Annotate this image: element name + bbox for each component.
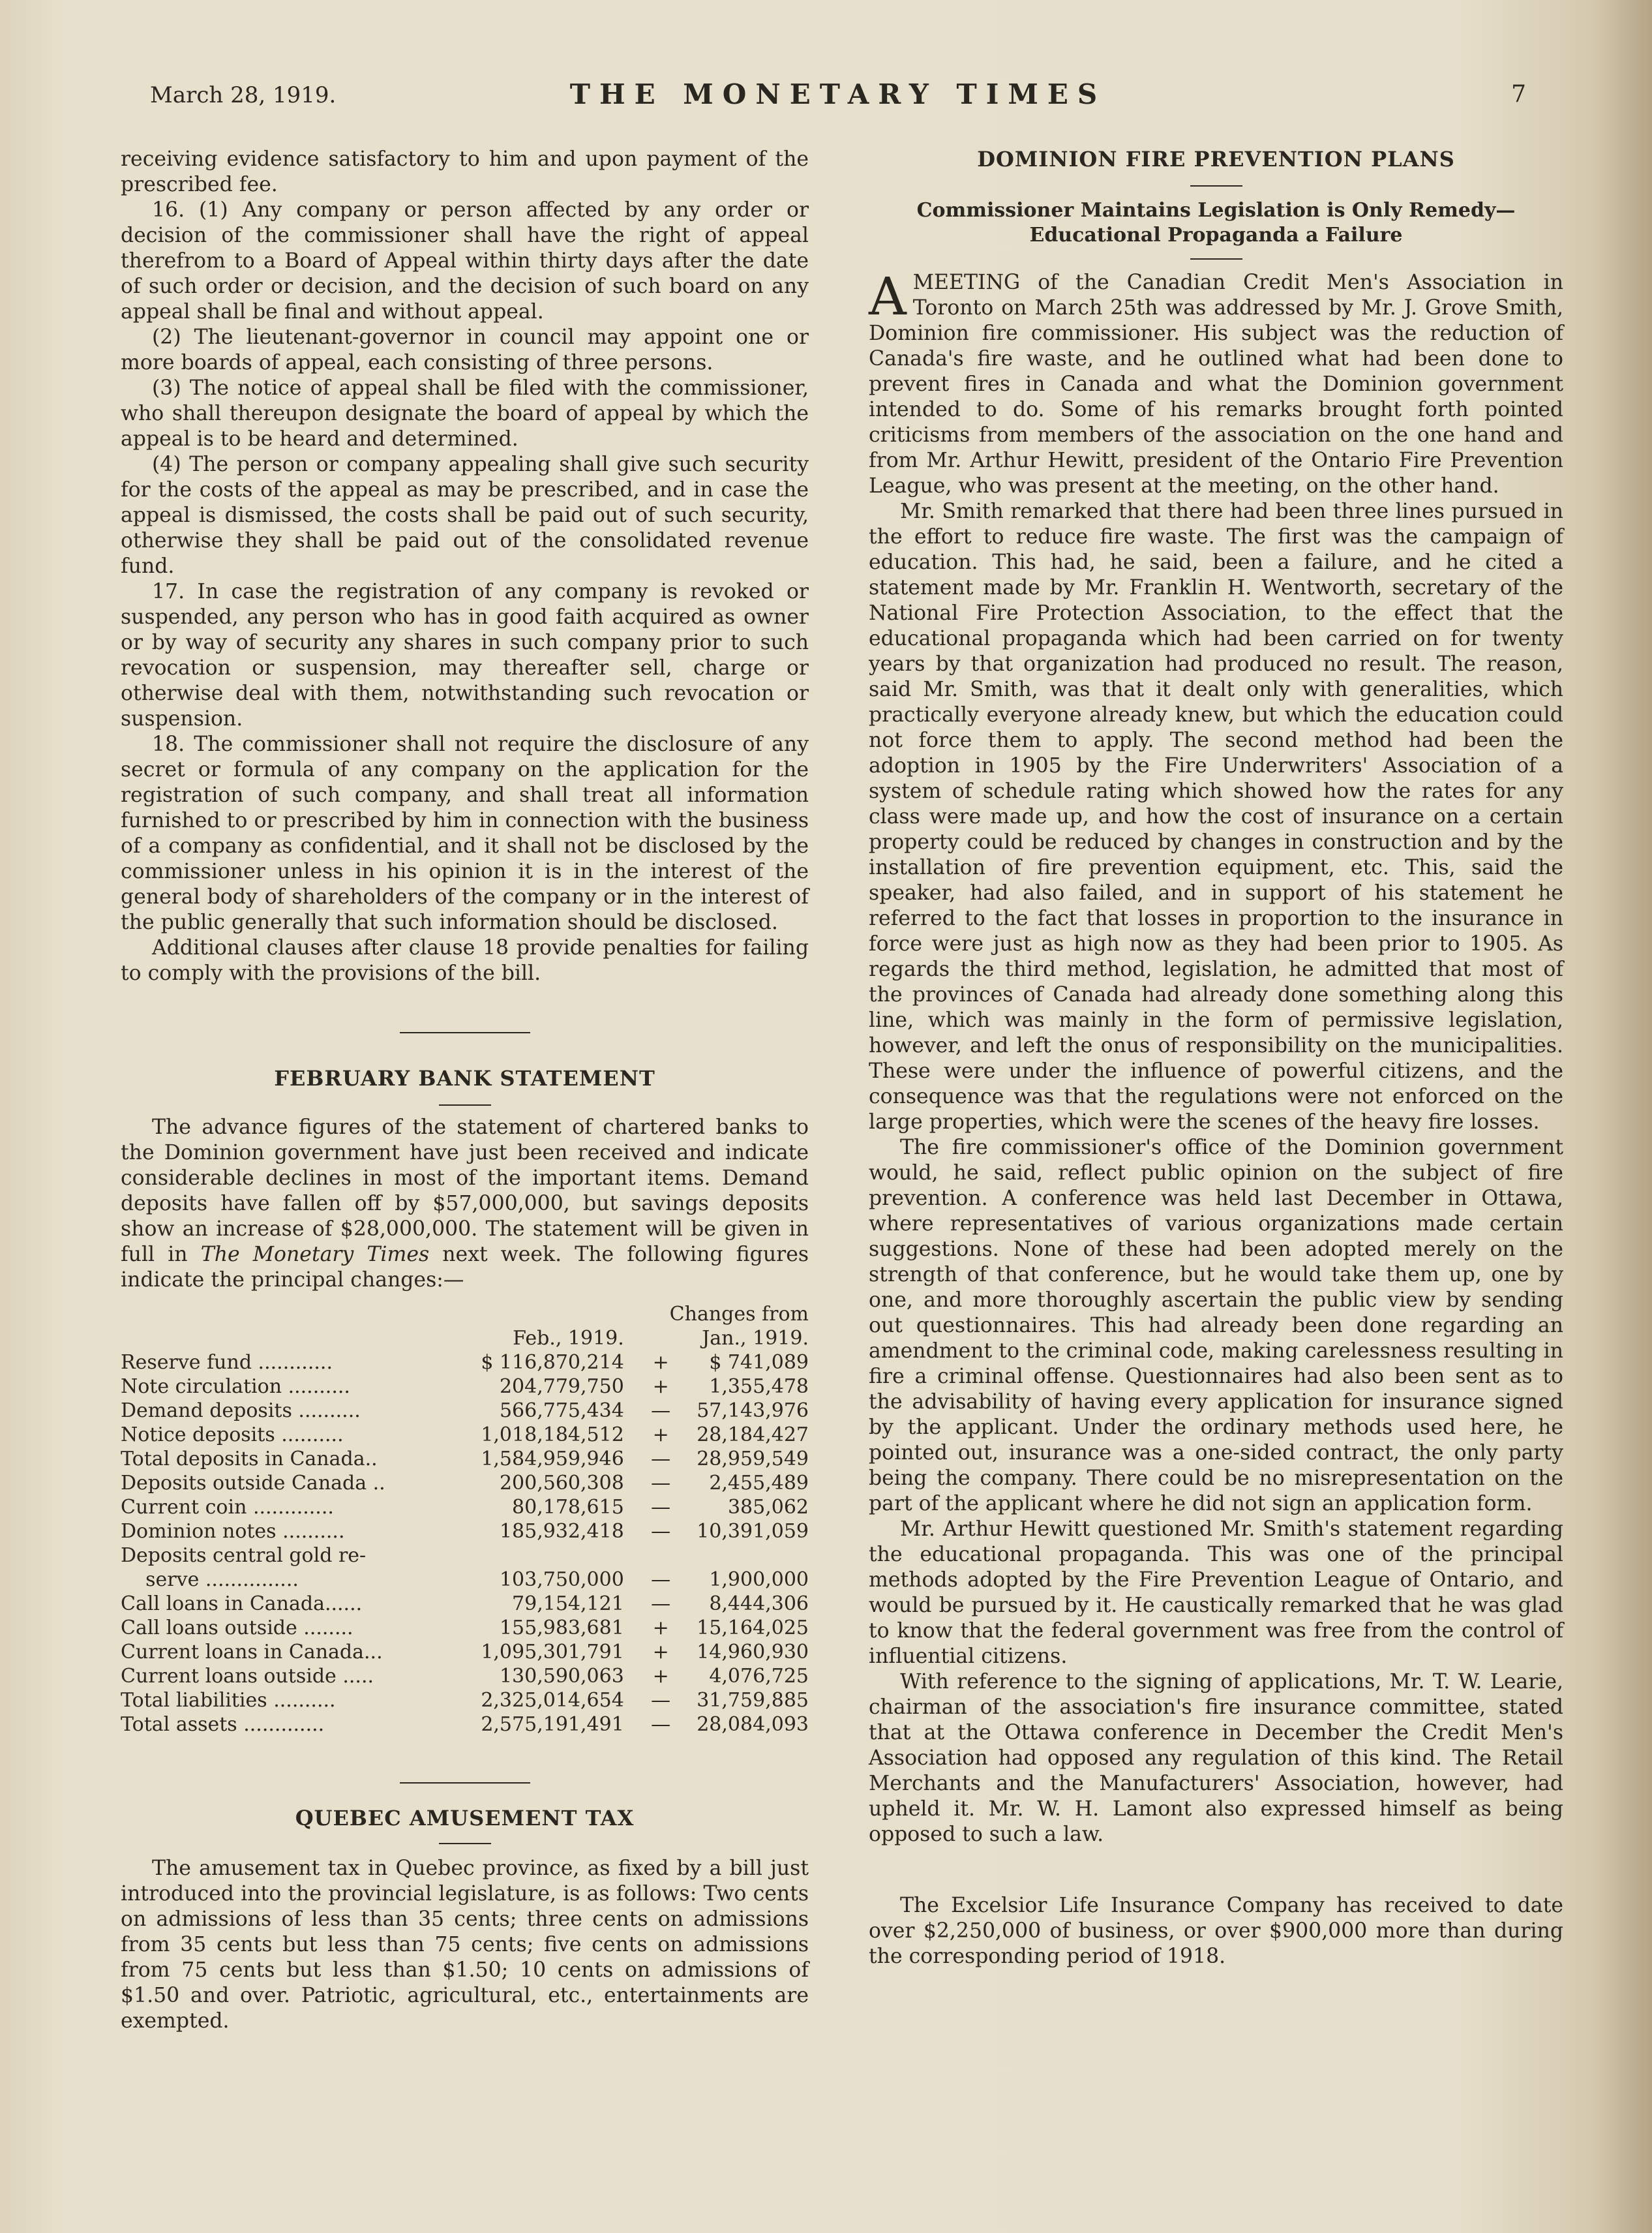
change-sign: — [651,1496,671,1519]
change-value: 28,084,093 [697,1713,809,1736]
change-value: 15,164,025 [697,1617,809,1639]
bill-paragraph: receiving evidence satisfactory to him and upon payment of the prescribed fee. [121,147,809,196]
quebec-tax-text: The amusement tax in Quebec province, as fixed by a bill just introduced into the provincial legislature, is as follows: Two cents on admissions of less than 35 cents; three cents on admissions from 35 cents but less than 75 cents; five cents on admissions from 75 cents but less than $1.50; 10 cents on admissions of $1.50 and over. Patriotic, agricultural, etc., entertainments are exempted. [121,1857,809,2033]
row-label: Reserve fund ............ [121,1351,333,1374]
change-sign [644,1543,678,1568]
bill-paragraph: 17. In case the registration of any company is revoked or suspended, any person who has in good faith acquired as owner or by way of security any shares in such company prior to such revocation or suspension, may thereafter sell, charge or otherwise deal with them, notwithstanding such revocation or suspension. [121,580,809,731]
bill-paragraph: Additional clauses after clause 18 provide penalties for failing to comply with the provisions of the bill. [121,936,809,985]
row-label: Total assets ............. [121,1713,325,1736]
feb-1919-value: 80,178,615 [512,1496,624,1519]
change-sign: — [651,1472,671,1495]
table-row [121,1350,809,1375]
change-sign: — [651,1399,671,1422]
feb-1919-value: 155,983,681 [499,1617,624,1639]
bill-paragraph: (2) The lieutenant-governor in council may appoint one or more boards of appeal, each consisting of three persons. [121,326,809,374]
change-sign: — [651,1592,671,1615]
table-row [121,1423,809,1447]
article-paragraph: Mr. Arthur Hewitt questioned Mr. Smith's statement regarding the educational propaganda. This was one of the principal methods adopted by the Fire Prevention League of Ontario, and would be pursued by it. He caustically remarked that he was glad to know that the federal government was free from the control of influential citizens. [869,1517,1563,1668]
row-label: Demand deposits .......... [121,1399,361,1422]
fire-prevention-heading: DOMINION FIRE PREVENTION PLANS [977,147,1455,172]
feb-1919-value: 2,575,191,491 [481,1713,624,1736]
row-label: Dominion notes .......... [121,1520,345,1543]
table-row [121,1375,809,1399]
row-label: Current loans outside ..... [121,1665,374,1688]
page-edge-shadow [1593,0,1652,2233]
table-row [121,1616,809,1640]
article-paragraph: Mr. Smith remarked that there had been three lines pursued in the effort to reduce fire waste. The first was the campaign of education. This had, he said, been a failure, and he cited a statement made by Mr. Franklin H. Wentworth, secretary of the National Fire Protection Association, to the effect that the educational propaganda which had been carried on for twenty years by that organization had produced no result. The reason, said Mr. Smith, was that it dealt only with generalities, which practically everyone already knew, but which the education could not force them to apply. The second method had been the adoption in 1905 by the Fire Underwriters' Association of a system of schedule rating which showed how the rates for any class were made up, and how the cost of insurance on a certain property could be reduced by changes in construction and by the installation of fire prevention equipment, etc. This, said the speaker, had also failed, and in support of his statement he referred to the fact that losses in proportion to the insurance in force were just as high now as they had been prior to 1905. As regards the third method, legislation, he admitted that most of the provinces of Canada had already done something along this line, which was mainly in the form of permissive legislation, however, and left the onus of responsibility on the municipalities. These were under the influence of powerful citizens, and the consequence was that the regulations were not enforced on the large properties, which were the scenes of the heavy fire losses. [869,500,1563,1134]
column-header-feb: Feb., 1919. [513,1327,624,1350]
change-value: 14,960,930 [697,1641,809,1663]
feb-1919-value: 2,325,014,654 [481,1689,624,1712]
row-label: Deposits outside Canada .. [121,1472,385,1495]
table-row [121,1640,809,1664]
row-label: Notice deposits .......... [121,1423,344,1446]
drop-cap-letter: A [869,266,907,327]
change-value: 385,062 [727,1496,809,1519]
table-row [121,1495,809,1519]
change-sign: — [651,1713,671,1736]
change-sign: + [652,1375,669,1398]
table-row [121,1399,809,1423]
feb-1919-value: 79,154,121 [512,1592,624,1615]
row-label: Current loans in Canada... [121,1641,383,1663]
row-label: Call loans in Canada...... [121,1592,363,1615]
feb-1919-value: 200,560,308 [499,1472,624,1495]
change-sign: — [651,1689,671,1712]
bill-paragraph: 16. (1) Any company or person affected by any order or decision of the commissioner shall have the right of appeal therefrom to a Board of Appeal within thirty days after the date of such order or decision, and the decision of such board on any appeal shall be final and without appeal. [121,198,809,324]
bank-statement-table [121,1302,809,1737]
change-value: 4,076,725 [709,1665,809,1688]
change-value: 1,900,000 [709,1568,809,1591]
page-number: 7 [1511,81,1526,108]
table-row [121,1568,809,1592]
bank-statement-heading: FEBRUARY BANK STATEMENT [274,1066,655,1091]
table-row [121,1688,809,1712]
right-column [869,147,1563,1969]
table-row [121,1712,809,1737]
change-value: 28,959,549 [697,1448,809,1470]
article-lead-paragraph: AMEETING of the Canadian Credit Men's Association in Toronto on March 25th was addressed by Mr. J. Grove Smith, Dominion fire commissioner. His subject was the reduction of Canada's fire waste, and he outlined what had been done to prevent fires in Canada and what the Dominion government intended to do. Some of his remarks brought forth pointed criticisms from members of the association on the one hand and from Mr. Arthur Hewitt, president of the Ontario Fire Prevention League, who was present at the meeting, on the other hand. [869,266,1563,498]
feb-1919-value: 130,590,063 [499,1665,624,1688]
feb-1919-value: 1,584,959,946 [481,1448,624,1470]
row-label: Total liabilities .......... [121,1689,336,1712]
change-sign: + [652,1617,669,1639]
feb-1919-value: 204,779,750 [499,1375,624,1398]
table-row [121,1592,809,1616]
change-value: 28,184,427 [697,1423,809,1446]
row-label: Deposits central gold re- [121,1544,367,1567]
publication-name-italic: The Monetary Times [200,1243,430,1266]
table-row [121,1447,809,1471]
table-row [121,1471,809,1495]
publication-title: THE MONETARY TIMES [569,78,1107,110]
page-header [150,78,1526,117]
left-column [121,147,809,2034]
article-paragraph: With reference to the signing of applications, Mr. T. W. Learie, chairman of the association's fire insurance committee, stated that at the Ottawa conference in December the Credit Men's Association had opposed any regulation of this kind. The Retail Merchants and the Manufacturers' Association, however, had upheld it. Mr. W. H. Lamont also expressed himself as being opposed to such a law. [869,1670,1563,1846]
column-header-jan: Jan., 1919. [702,1327,809,1350]
table-row [121,1664,809,1688]
bill-paragraph: (4) The person or company appealing shall give such security for the costs of the appeal as may be prescribed, and in case the appeal is dismissed, the costs shall be paid out of such security, otherwise they shall be paid out of the consolidated revenue fund. [121,453,809,578]
row-label: Call loans outside ........ [121,1617,353,1639]
change-value: 31,759,885 [697,1689,809,1712]
change-value: 10,391,059 [697,1520,809,1543]
table-header-row [121,1326,809,1350]
change-value: 8,444,306 [709,1592,809,1615]
feb-1919-value: 566,775,434 [499,1399,624,1422]
bill-paragraph: (3) The notice of appeal shall be filed with the commissioner, who shall thereupon designate the board of appeal by which the appeal is to be heard and determined. [121,376,809,451]
change-value: 2,455,489 [709,1472,809,1495]
header-date: March 28, 1919. [150,82,337,108]
change-sign: + [652,1641,669,1663]
feb-1919-value: $ 116,870,214 [481,1351,624,1374]
bank-statement-intro: The advance figures of the statement of chartered banks to the Dominion government have just been received and indicate considerable declines in most of the important items. Demand deposits have fallen off by $57,000,000, but savings deposits show an increase of $28,000,000. The statement will be given in full in The Monetary Times next week. The following figures indicate the principal changes:— [121,1116,809,1292]
table-row [121,1543,809,1568]
change-value: $ 741,089 [709,1351,809,1374]
change-sign: + [652,1351,669,1374]
row-label: Note circulation .......... [121,1375,350,1398]
table-header-row [121,1302,809,1326]
change-value: 1,355,478 [709,1375,809,1398]
change-value [678,1543,809,1568]
change-sign: — [651,1448,671,1470]
row-label: Total deposits in Canada.. [121,1448,378,1470]
bill-paragraph: 18. The commissioner shall not require the disclosure of any secret or formula of any company on the application for the registration of such company, and shall treat all information furnished to or prescribed by him in connection with the business of a company as confidential, and it shall not be disclosed by the commissioner unless in his opinion it is in the interest of the general body of shareholders of the company or in the interest of the public generally that such information should be disclosed. [121,733,809,934]
change-sign: + [652,1423,669,1446]
feb-1919-value: 1,095,301,791 [481,1641,624,1663]
change-sign: — [651,1568,671,1591]
change-sign: — [651,1520,671,1543]
feb-1919-value: 103,750,000 [499,1568,624,1591]
row-label: Current coin ............. [121,1496,334,1519]
change-sign: + [652,1665,669,1688]
change-value: 57,143,976 [697,1399,809,1422]
feb-1919-value [479,1543,644,1568]
feb-1919-value: 1,018,184,512 [481,1423,624,1446]
article-paragraph: The fire commissioner's office of the Dominion government would, he said, reflect public opinion on the subject of fire prevention. A conference was held last December in Ottawa, where representatives of various organizations made certain suggestions. None of these had been adopted merely on the strength of that conference, but he would take them up, one by one, and more thoroughly ascertain the public view by sending out questionnaires. This had already been done regarding an amendment to the criminal code, making carelessness resulting in fire a criminal offense. Questionnaires had also been sent as to the advisability of having every application for insurance signed by the applicant. Under the ordinary methods used here, he pointed out, insurance was a one-sided contract, the only party being the company. There could be no misrepresentation on the part of the applicant where he did not sign an application form. [869,1136,1563,1515]
fire-prevention-subheading: Commissioner Maintains Legislation is Only Remedy—Educational Propaganda a Failure [916,199,1516,247]
excelsior-life-note: The Excelsior Life Insurance Company has received to date over $2,250,000 of business, or over $900,000 more than during the corresponding period of 1918. [869,1894,1563,1968]
feb-1919-value: 185,932,418 [499,1520,624,1543]
quebec-tax-heading: QUEBEC AMUSEMENT TAX [295,1806,635,1830]
row-label: serve ............... [121,1568,299,1591]
table-row [121,1519,809,1543]
column-header-changes: Changes from [669,1303,809,1326]
